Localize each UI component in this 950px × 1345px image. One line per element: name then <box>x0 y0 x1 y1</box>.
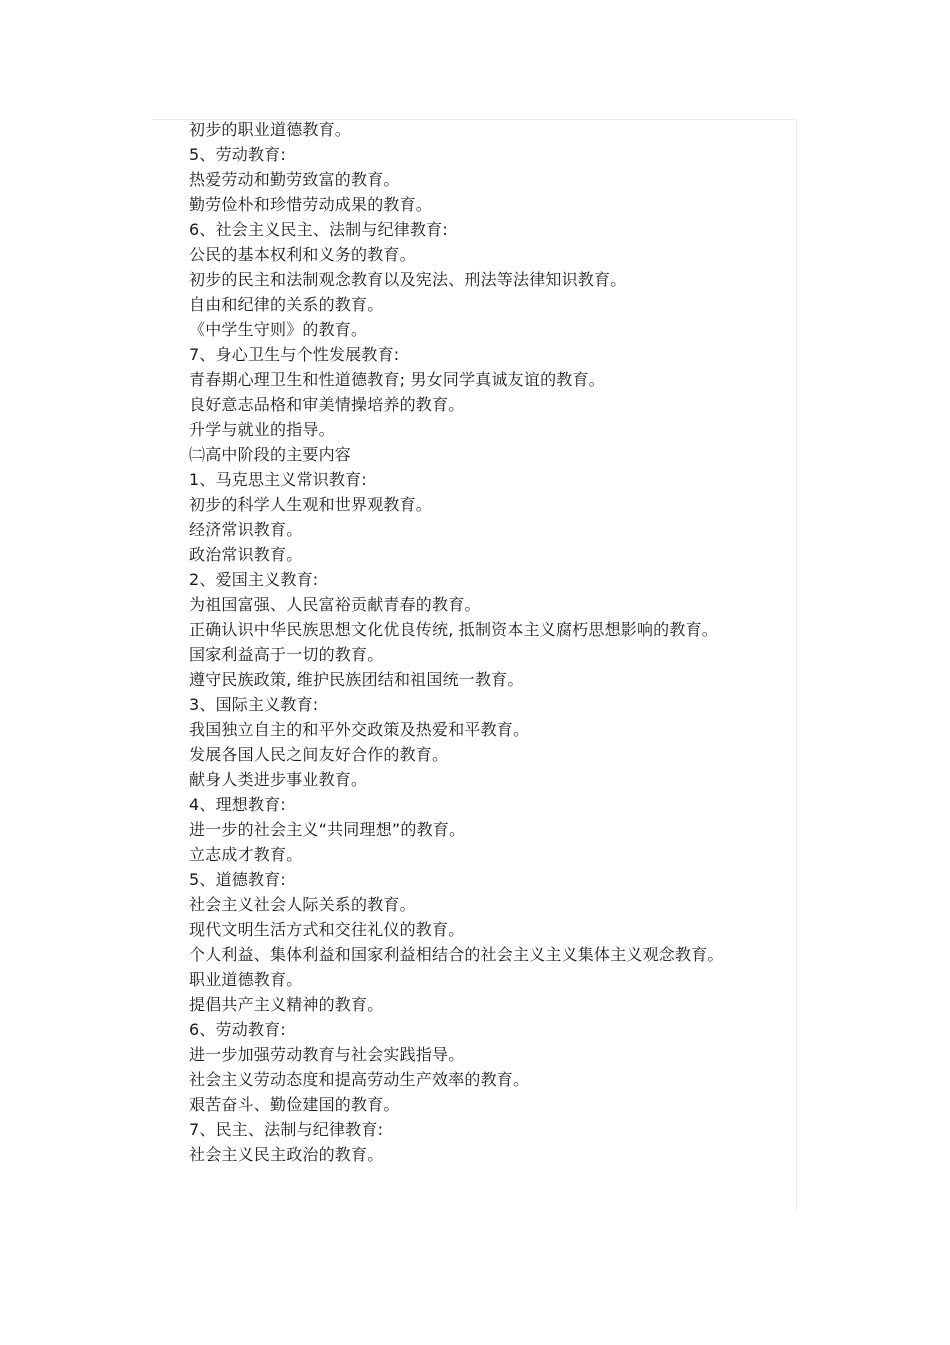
text-line: 社会主义社会人际关系的教育。 <box>189 895 416 914</box>
text-line: 良好意志品格和审美情操培养的教育。 <box>189 395 465 414</box>
section-heading: 7、身心卫生与个性发展教育: <box>189 345 400 364</box>
text-line: 艰苦奋斗、勤俭建国的教育。 <box>189 1095 400 1114</box>
section-heading: 6、社会主义民主、法制与纪律教育: <box>189 220 448 239</box>
text-line: 社会主义劳动态度和提高劳动生产效率的教育。 <box>189 1070 530 1089</box>
section-heading: 5、道德教育: <box>189 870 286 889</box>
text-line: 政治常识教育。 <box>189 545 303 564</box>
text-line: 社会主义民主政治的教育。 <box>189 1145 384 1164</box>
text-line: 立志成才教育。 <box>189 845 303 864</box>
text-line: 公民的基本权利和义务的教育。 <box>189 245 416 264</box>
section-heading: 7、民主、法制与纪律教育: <box>189 1120 384 1139</box>
text-line: 自由和纪律的关系的教育。 <box>189 295 384 314</box>
text-line: 进一步加强劳动教育与社会实践指导。 <box>189 1045 465 1064</box>
text-line: 我国独立自主的和平外交政策及热爱和平教育。 <box>189 720 530 739</box>
text-line: 发展各国人民之间友好合作的教育。 <box>189 745 449 764</box>
section-heading: 6、劳动教育: <box>189 1020 286 1039</box>
text-line: 勤劳俭朴和珍惜劳动成果的教育。 <box>189 195 433 214</box>
section-heading: 2、爱国主义教育: <box>189 570 319 589</box>
section-heading: 3、国际主义教育: <box>189 695 319 714</box>
text-line: 职业道德教育。 <box>189 970 303 989</box>
text-line: 青春期心理卫生和性道德教育; 男女同学真诚友谊的教育。 <box>189 370 605 389</box>
part-heading: ㈡高中阶段的主要内容 <box>189 445 352 464</box>
text-line: 热爱劳动和勤劳致富的教育。 <box>189 170 400 189</box>
text-paragraph: 个人利益、集体利益和国家利益相结合的社会主义主义集体主义观念教育。 <box>189 945 724 964</box>
text-line: 升学与就业的指导。 <box>189 420 335 439</box>
document-body <box>152 117 752 1167</box>
section-heading: 1、马克思主义常识教育: <box>189 470 367 489</box>
text-line: 国家利益高于一切的教育。 <box>189 645 384 664</box>
text-line: 进一步的社会主义“共同理想”的教育。 <box>189 820 466 839</box>
text-line: 初步的民主和法制观念教育以及宪法、刑法等法律知识教育。 <box>189 270 627 289</box>
text-line: 初步的职业道德教育。 <box>189 120 352 139</box>
section-heading: 4、理想教育: <box>189 795 286 814</box>
section-heading: 5、劳动教育: <box>189 145 286 164</box>
text-line: 初步的科学人生观和世界观教育。 <box>189 495 433 514</box>
text-line: 经济常识教育。 <box>189 520 303 539</box>
text-line: 《中学生守则》的教育。 <box>189 320 368 339</box>
text-line: 现代文明生活方式和交往礼仪的教育。 <box>189 920 465 939</box>
text-line: 遵守民族政策, 维护民族团结和祖国统一教育。 <box>189 670 524 689</box>
text-paragraph: 正确认识中华民族思想文化优良传统, 抵制资本主义腐朽思想影响的教育。 <box>189 620 718 639</box>
text-line: 献身人类进步事业教育。 <box>189 770 368 789</box>
text-line: 为祖国富强、人民富裕贡献青春的教育。 <box>189 595 481 614</box>
text-line: 提倡共产主义精神的教育。 <box>189 995 384 1014</box>
